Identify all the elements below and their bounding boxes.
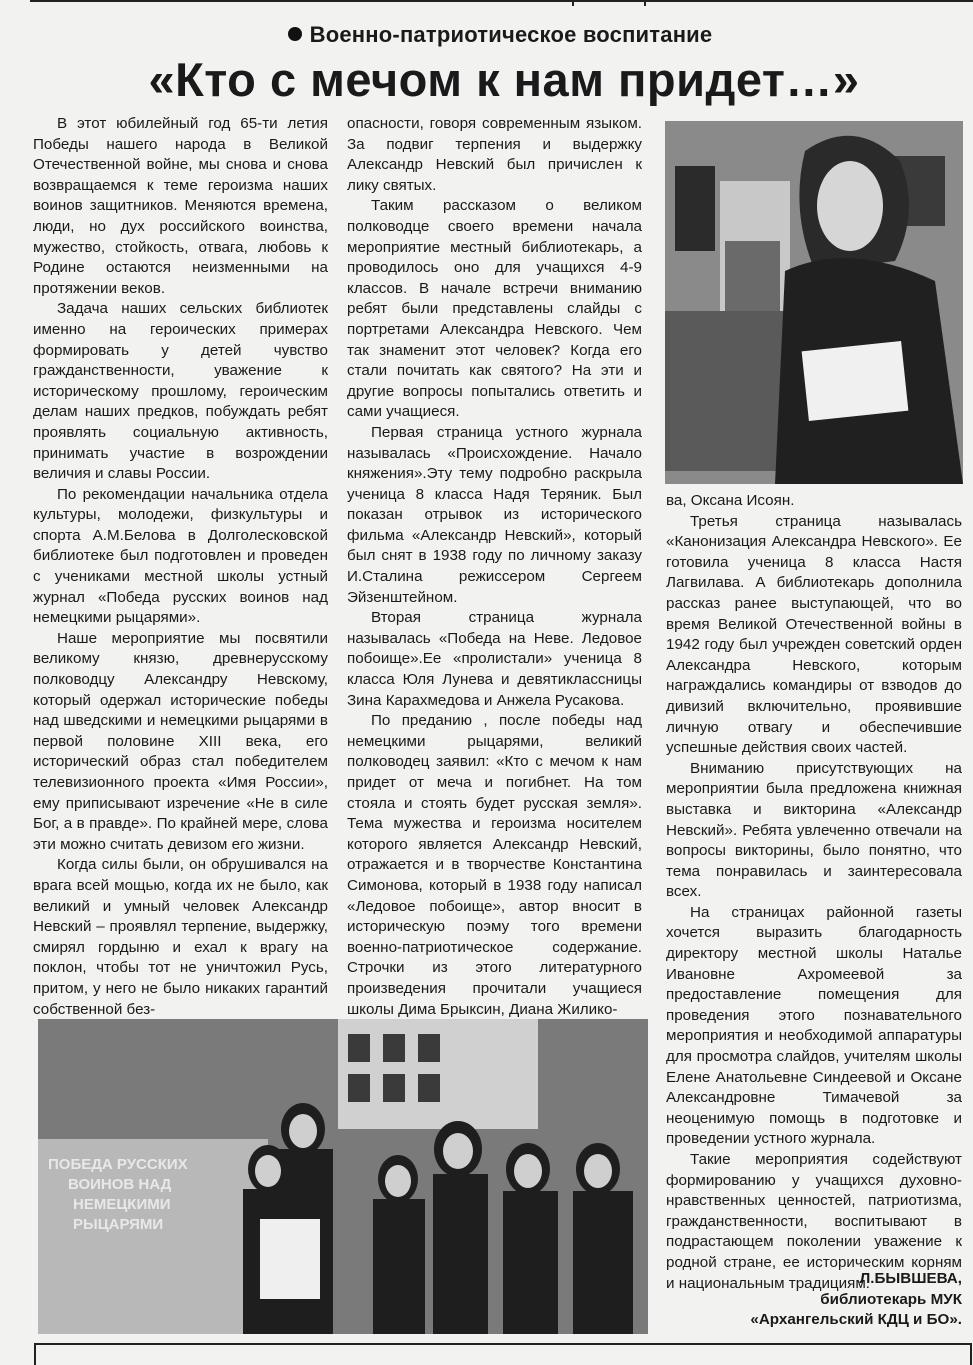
paragraph: Когда силы были, он обрушивался на врага всей мощью, когда их не было, как великий и умный человек Александр Невский – проявлял терпение, выдержку, смирял гордыню и ехал к врагу на поклон, чтобы тот не уничтожил Русь, притом, у него не было никаких гарантий собственной без- <box>33 856 328 1018</box>
slide-line-1: ПОБЕДА РУССКИХ <box>48 1156 188 1173</box>
article-headline: «Кто с мечом к нам придет…» <box>148 53 860 106</box>
slide-line-2: ВОИНОВ НАД <box>68 1176 172 1193</box>
top-rule <box>30 0 973 2</box>
bottom-frame <box>34 1343 972 1365</box>
paragraph: Третья страница называлась «Канонизация Александра Невского». Ее готовила ученица 8 класса Настя Лагвилава. А библиотекарь дополнила рассказ ранее выступающей, что во время Великой Отечественной войны в 1942 году был учрежден советский орден Александра Невского, которым награждались командиры от взводов до дивизий включительно, проявившие личную отвагу и обеспечившие успешные действия своих частей. <box>666 512 962 757</box>
photo-group-illustration <box>38 1019 648 1334</box>
paragraph: ва, Оксана Исоян. <box>666 492 795 509</box>
author-role: библиотекарь МУК <box>820 1290 962 1308</box>
paragraph: Наше мероприятие мы посвятили великому князю, древнерусскому полководцу Александру Невскому, который одержал исторические победы над шведскими и немецкими рыцарями в первой половине XIII века, его исторический образ стал победителем телевизионного проекта «Имя России», ему приписывают изречение «Не в силе Бог, а в правде». По крайней мере, слова эти можно считать девизом его жизни. <box>33 629 328 853</box>
paragraph: На страницах районной газеты хочется выразить благодарность директору местной школы Наталье Ивановне Ахромеевой за предоставление помещения для проведения этого познавательного мероприятия и необходимой аппаратуры для просмотра слайдов, учителям школы Елене Анатольевне Синдеевой и Оксане Александровне Тимачевой за неоценимую помощь в подготовке и проведении устного журнала. <box>666 903 962 1148</box>
rubric-text: Военно-патриотическое воспитание <box>309 22 713 47</box>
paragraph: По преданию , после победы над немецкими рыцарями, великий полководец заявил: «Кто с мечом к нам придет от меча и погибнет. На том стояла и стоять будет русская земля». Тема мужества и героизма носителем которого является Александр Невский, отражается и в творчестве Константина Симонова, который в 1938 году написал «Ледовое побоище», автор вносит в историческую поэму того времени военно-патриотическое содержание. Строчки из этого литературного произведения прочитали учащиеся школы Дима Брыксин, Диана Жилико- <box>347 712 642 1018</box>
author-signature <box>750 1269 962 1331</box>
paragraph: Вторая страница журнала называлась «Победа на Неве. Ледовое побоище».Ее «пролистали» ученица 8 класса Юля Лунева и девятиклассницы Зина Карахмедова и Анжела Русакова. <box>347 609 642 709</box>
article-column-2 <box>347 114 642 1020</box>
paragraph: Таким рассказом о великом полководце своего времени начала мероприятие местный библиотекарь, а проводилось оно для учащихся 4-9 классов. В начале встречи вниманию ребят были представлены слайды с портретами Александра Невского. Чем так знаменит этот человек? Когда его стали почитать как святого? На эти и другие вопросы попытались ответить и сами учащиеся. <box>347 197 642 421</box>
article-column-1 <box>33 114 328 1020</box>
rubric-heading <box>0 22 973 48</box>
author-name: Л.БЫВШЕВА, <box>859 1270 962 1287</box>
paragraph: По рекомендации начальника отдела культуры, молодежи, физкультуры и спорта А.М.Белова в Долголесковской библиотеке был подготовлен и проведен с учениками местной школы устный журнал «Победа русских воинов над немецкими рыцарями». <box>33 485 328 627</box>
paragraph: опасности, говоря современным языком. За подвиг терпения и выдержку Александр Невский был причислен к лику святых. <box>347 115 642 194</box>
slide-line-4: РЫЦАРЯМИ <box>73 1216 164 1233</box>
photo-librarian-reading <box>665 121 963 484</box>
article-column-3 <box>666 491 962 1294</box>
paragraph: Первая страница устного журнала называлась «Происхождение. Начало княжения».Эту тему подробно раскрыла ученица 8 класса Надя Теряник. Был показан отрывок из исторического фильма «Александр Невский», который был снят в 1938 году по личному заказу И.Сталина режиссером Сергеем Эйзенштейном. <box>347 423 642 606</box>
top-page-marker <box>572 0 646 6</box>
paragraph: В этот юбилейный год 65-ти летия Победы нашего народа в Великой Отечественной войне, мы снова и снова возвращаемся к теме героизма наших воинов защитников. Меняются времена, люди, но дух российского воинства, мужество, стойкость, отвага, любовь к Родине остаются неизменными на протяжении веков. <box>33 115 328 297</box>
photo-librarian-illustration <box>665 121 963 484</box>
slide-line-3: НЕМЕЦКИМИ <box>73 1196 171 1213</box>
paragraph: Задача наших сельских библиотек именно на героических примерах формировать у детей чувство гражданственности, уважение к историческому прошлому, героическим делам наших предков, побуждать ребят проявлять социальную активность, принимать участие в возрождении величия и славы России. <box>33 300 328 483</box>
author-organization: «Архангельский КДЦ и БО». <box>750 1311 962 1329</box>
bullet-icon <box>288 27 302 41</box>
photo-group-students <box>38 1019 648 1334</box>
paragraph: Вниманию присутствующих на мероприятии была предложена книжная выставка и викторина «Александр Невский». Ребята увлеченно отвечали на вопросы викторины, было понятно, что тема понравилась и заинтересовала всех. <box>666 759 962 901</box>
paragraph: Такие мероприятия содействуют формированию у учащихся духовно-нравственных ценностей, патриотизма, гражданственности, воспитывают в подрастающем поколении уважение к родной стране, ее историческим корням и национальным традициям. <box>666 1151 962 1292</box>
